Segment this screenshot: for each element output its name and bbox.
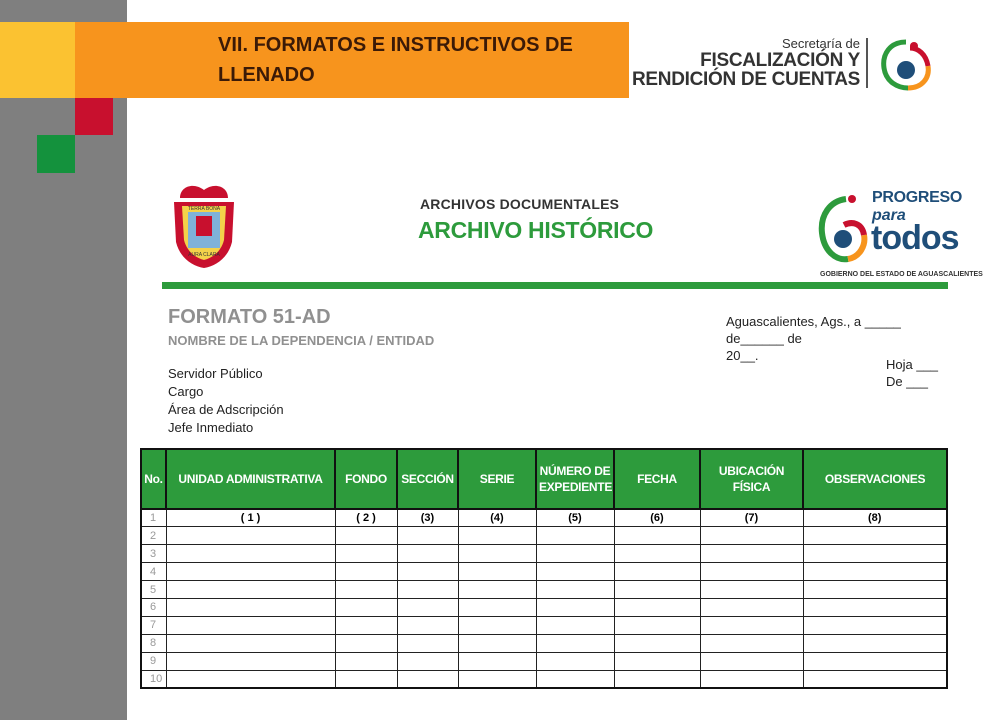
format-id: FORMATO 51-AD [168,306,331,328]
table-row [141,581,947,599]
col-header-unidad: UNIDAD ADMINISTRATIVA [166,449,335,509]
table-cell [536,616,614,634]
table-cell [458,634,536,652]
col-header-fecha: FECHA [614,449,700,509]
table-cell [803,545,947,563]
table-cell [397,634,458,652]
table-cell [397,616,458,634]
yellow-square [0,22,75,98]
table-cell [614,670,700,688]
table-cell [458,581,536,599]
row-number: 7 [141,616,166,634]
table-cell [166,634,335,652]
col-header-serie: SERIE [458,449,536,509]
table-cell [700,581,803,599]
table-cell [614,598,700,616]
table-header-row [141,449,947,509]
table-cell: (5) [536,509,614,527]
table-cell [536,581,614,599]
table-cell [397,652,458,670]
table-cell: (3) [397,509,458,527]
table-cell [397,563,458,581]
table-cell [614,634,700,652]
table-cell [700,652,803,670]
table-cell [335,581,397,599]
date-line-1: Aguascalientes, Ags., a _____ de______ de [726,314,901,346]
table-cell [335,616,397,634]
gov-logo-line3: todos [871,219,959,257]
crest-text-top: TERRA BONA [187,206,221,212]
table-cell [335,670,397,688]
field-servidor-publico: Servidor Público [168,366,263,381]
col-header-fondo: FONDO [335,449,397,509]
progreso-emblem-icon [816,193,868,267]
table-cell [335,598,397,616]
table-cell: (6) [614,509,700,527]
table-row [141,634,947,652]
table-cell [614,545,700,563]
table-cell [536,545,614,563]
table-cell [700,598,803,616]
table-cell [166,545,335,563]
col-header-expediente: NÚMERO DE EXPEDIENTE [536,449,614,509]
agency-logo [632,36,940,94]
table-cell [335,527,397,545]
table-row [141,509,947,527]
row-number: 1 [141,509,166,527]
table-cell [335,563,397,581]
table-cell [335,634,397,652]
header-divider [162,282,948,289]
table-cell [458,598,536,616]
col-header-no: No. [141,449,166,509]
table-cell [397,581,458,599]
table-cell [700,616,803,634]
crest-text-bottom: AURA CLARA [188,252,220,258]
gov-logo-line2: para [872,207,906,224]
table-cell [166,598,335,616]
agency-logo-line3: RENDICIÓN DE CUENTAS [632,69,860,90]
gov-logo-line1: PROGRESO [872,189,963,206]
table-cell [166,527,335,545]
table-cell [700,634,803,652]
col-header-seccion: SECCIÓN [397,449,458,509]
table-cell [700,545,803,563]
table-cell [458,670,536,688]
table-cell [458,527,536,545]
table-cell [458,652,536,670]
row-number: 8 [141,634,166,652]
signatory-fields [168,365,284,437]
row-number: 4 [141,563,166,581]
table-cell [166,616,335,634]
table-cell [536,598,614,616]
agency-logo-line2: FISCALIZACIÓN Y [700,50,860,71]
agency-emblem-icon [878,38,934,92]
records-table [140,448,948,689]
gov-logo-caption: GOBIERNO DEL ESTADO DE AGUASCALIENTES [820,271,983,278]
table-row [141,598,947,616]
col-header-ubicacion: UBICACIÓN FÍSICA [700,449,803,509]
table-cell [166,563,335,581]
document-supertitle: ARCHIVOS DOCUMENTALES [420,196,620,212]
table-cell [166,581,335,599]
hoja-line: Hoja ___ [886,357,939,372]
table-cell [458,563,536,581]
table-row [141,527,947,545]
de-line: De ___ [886,374,928,389]
row-number: 10 [141,670,166,688]
agency-logo-line1: Secretaría de [781,36,860,51]
table-row [141,545,947,563]
table-cell: (7) [700,509,803,527]
row-number: 5 [141,581,166,599]
table-cell [614,652,700,670]
table-cell [700,563,803,581]
table-cell [397,598,458,616]
table-row [141,670,947,688]
table-cell [536,652,614,670]
table-cell [803,563,947,581]
table-cell [803,670,947,688]
row-number: 3 [141,545,166,563]
table-cell [335,652,397,670]
table-cell [397,670,458,688]
row-number: 6 [141,598,166,616]
table-cell [536,634,614,652]
table-cell [700,527,803,545]
slide-title: VII. FORMATOS E INSTRUCTIVOS DE LLENADO [218,34,573,86]
field-cargo: Cargo [168,384,204,399]
table-cell [700,670,803,688]
agency-logo-divider [866,38,868,88]
field-jefe-inmediato: Jefe Inmediato [168,420,254,435]
field-area-adscripcion: Área de Adscripción [168,402,284,417]
page-count [886,356,938,390]
table-cell: (4) [458,509,536,527]
table-cell [397,527,458,545]
progreso-para-todos-logo [816,183,983,283]
table-cell [803,598,947,616]
table-cell [536,563,614,581]
table-cell [614,563,700,581]
row-number: 2 [141,527,166,545]
red-square [75,98,113,135]
table-row [141,563,947,581]
table-cell [166,670,335,688]
table-cell [614,581,700,599]
document-title: ARCHIVO HISTÓRICO [418,217,654,243]
table-cell [803,581,947,599]
row-number: 9 [141,652,166,670]
form-document [140,175,983,690]
table-cell [614,616,700,634]
table-cell [458,545,536,563]
green-square [37,135,75,173]
table-cell [803,527,947,545]
table-cell [166,652,335,670]
table-cell [536,670,614,688]
state-crest-icon [170,180,238,270]
table-cell: ( 2 ) [335,509,397,527]
table-cell: ( 1 ) [166,509,335,527]
date-line-2: 20__. [726,348,759,363]
table-cell: (8) [803,509,947,527]
table-cell [536,527,614,545]
table-row [141,616,947,634]
table-cell [803,652,947,670]
table-cell [458,616,536,634]
col-header-observaciones: OBSERVACIONES [803,449,947,509]
table-cell [803,634,947,652]
table-cell [335,545,397,563]
table-cell [397,545,458,563]
entity-name-label: NOMBRE DE LA DEPENDENCIA / ENTIDAD [168,333,435,348]
table-cell [614,527,700,545]
table-cell [803,616,947,634]
table-row [141,652,947,670]
